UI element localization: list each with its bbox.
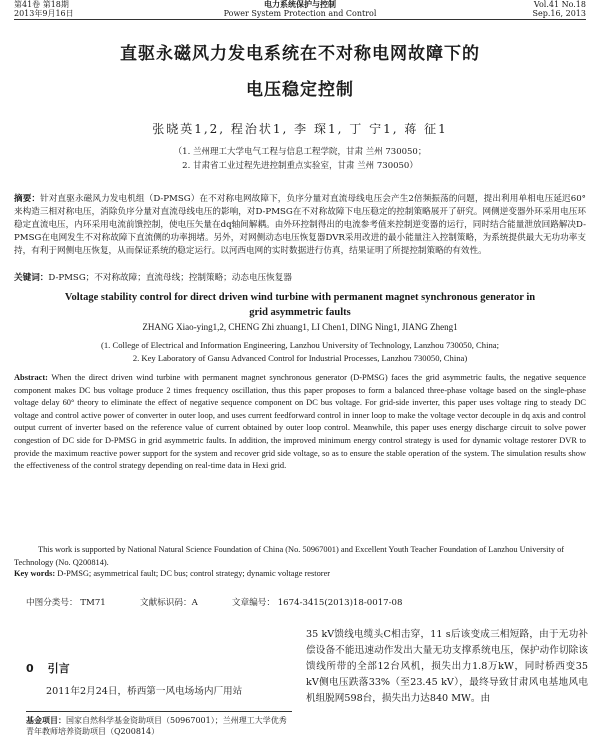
abstract-en [14, 372, 586, 473]
header-volume-number-en: Vol.41 No.18 [533, 0, 586, 9]
paper-title-cn-line1: 直驱永磁风力发电系统在不对称电网故障下的 [120, 44, 480, 64]
section-heading [26, 660, 70, 676]
affiliation-cn-2: 2. 甘肃省工业过程先进控制重点实验室，甘肃 兰州 730050） [182, 161, 418, 171]
header-rule [14, 19, 586, 20]
body-text-right: 35 kV馈线电缆头C相击穿，11 s后该变成三相短路，由于无功补偿设备不能迅速动作发出大量无功支撑系统电压，保护动作切除该馈线所带的全部12台风机，损失出力1.8万kW，同时桥西变35 kV侧电压跌落33%（至23.45 kV），最终导致甘肃风电基地风电机组脱网598台，损失出力达840 MW。由 [306, 629, 588, 704]
authors-cn: 张晓英1,2, 程治状1, 李 琛1, 丁 宁1, 蒋 征1 [152, 122, 448, 136]
article-number: 文章编号： 1674-3415(2013)18-0017-08 [232, 598, 403, 608]
header-journal [0, 0, 600, 18]
keywords-en [14, 569, 586, 578]
journal-name-en: Power System Protection and Control [223, 9, 377, 18]
section-title: 引言 [47, 662, 70, 675]
funding-text: 国家自然科学基金资助项目（50967001）；兰州理工大学优秀青年教师培养资助项目（Q200814） [26, 716, 287, 736]
header-volume-en [532, 0, 586, 18]
affiliation-en-1: (1. College of Electrical and Information Engineering, Lanzhou University of Technology, Lanzhou 730050, China; [101, 340, 499, 350]
funding-footnote [26, 711, 292, 737]
abstract-en-label: Abstract: [14, 373, 48, 382]
running-header [0, 0, 600, 20]
header-volume: 第41卷 第18期 [14, 0, 69, 9]
affiliation-en-2: 2. Key Laboratory of Gansu Advanced Control for Industrial Processes, Lanzhou 730050, China) [132, 353, 468, 363]
paper-title-en-line1: Voltage stability control for direct driven wind turbine with permanent magnet synchronous generator in [64, 292, 536, 303]
authors-en: ZHANG Xiao-ying1,2, CHENG Zhi zhuang1, LI Chen1, DING Ning1, JIANG Zheng1 [142, 322, 458, 332]
keywords-cn-text: D-PMSG；不对称故障；直流母线；控制策略；动态电压恢复器 [48, 273, 292, 283]
paper-title-en [14, 290, 586, 320]
abstract-cn-label: 摘要： [14, 194, 41, 204]
paper-title-en-line2: grid asymmetric faults [249, 307, 351, 318]
funding-label: 基金项目： [26, 716, 66, 725]
header-date-en: Sep.16, 2013 [532, 9, 586, 18]
affiliation-cn-1: （1. 兰州理工大学电气工程与信息工程学院，甘肃 兰州 730050； [173, 147, 427, 157]
acknowledgement-en: This work is supported by National Natural Science Foundation of China (No. 50967001) and Excellent Youth Teacher Foundation of Lanzhou University of Technology (No. Q200814). [14, 545, 565, 567]
keywords-cn-label: 关键词： [14, 273, 49, 283]
paper-title-cn-line2: 电压稳定控制 [246, 80, 354, 100]
abstract-cn-text: 针对直驱永磁风力发电机组（D-PMSG）在不对称电网故障下，负序分量对直流母线电压会产生2倍频振荡的问题，提出利用单相电压延迟60°来构造三相对称电压，消除负序分量对直流母线电压的影响，对D-PMSG在不对称故障下电压稳定的控制策略展开了研究。网侧逆变器外环采用电压环稳定直流电压，内环采用电流前馈控制，使电压矢量在dq轴间解耦。由外环控制得出的电流参考值来控制逆变器的运行，同时结合能量泄放回路解决D-PMSG在电网发生不对称故障下直流侧的功率拥堵。另外，对网侧动态电压恢复器DVR采用改进的最小能量注入控制策略，为系统提供最大无功功率支持，有利于网侧电压恢复，从而保证系统的稳定运行。以河西电网的实时数据进行仿真，结果证明了所提控制策略的有效性。 [14, 194, 586, 256]
header-date-cn: 2013年9月16日 [14, 9, 74, 18]
journal-name-cn: 电力系统保护与控制 [264, 0, 336, 9]
document-code: 文献标识码：A [140, 598, 198, 608]
clc-number: 中图分类号： TM71 [26, 598, 106, 608]
keywords-en-label: Key words: [14, 569, 56, 578]
keywords-cn [14, 272, 586, 284]
abstract-en-text: When the direct driven wind turbine with permanent magnet synchronous generator (D-PMSG) faces the grid asymmetric faults, the negative sequence component makes DC bus voltage produce 2 times frequency oscillation, thus this paper proposes to form a balanced three-phase voltage based on the single-phase voltage delay 60° theory to eliminate the effect of negative sequence component on DC bus voltage. For grid-side inverter, this paper uses voltage ring to steady DC voltage and control active power of converter in outer loop, and uses current feedforward control in inner loop to make the voltage vector decouple in dq axis and control output current of inverter based on the reference value of current obtained by outer loop control. Meanwhile, this paper uses energy discharge circuit to solve power congestion of DC side for D-PMSG in grid asymmetric faults. In addition, the improved minimum energy control strategy is used for dynamic voltage restorer DVR to provide the maximum reactive power support for the system and recover grid side voltage, so as to ensure the stable operation of the system. The simulation results show the effectiveness of the control strategy depending on real-time data in Hexi grid. [14, 373, 586, 471]
section-number: 0 [26, 662, 34, 675]
keywords-en-text: D-PMSG; asymmetrical fault; DC bus; control strategy; dynamic voltage restorer [57, 569, 331, 578]
abstract-cn [14, 193, 586, 258]
body-text-left: 2011年2月24日，桥西第一风电场场内厂用站 [46, 686, 243, 697]
